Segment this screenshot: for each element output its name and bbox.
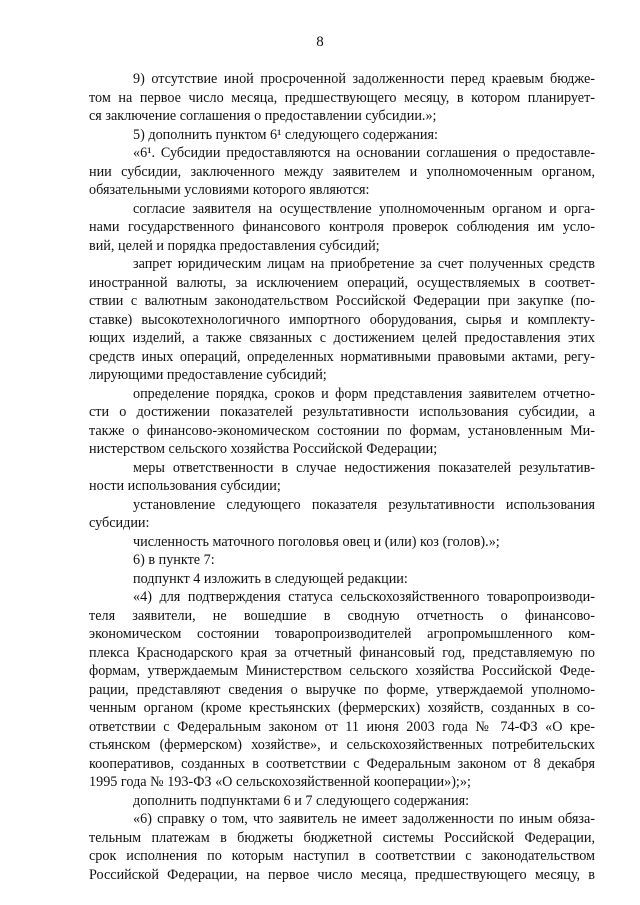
text-line: нистерством сельского хозяйства Российской Федерации; xyxy=(89,441,438,457)
text-line: «6) справку о том, что заявитель не имеет задолженности по иным обяза- xyxy=(133,811,595,827)
text-line: срок исполнения по которым наступил в соответствии с законодательством xyxy=(89,848,595,864)
text-line: согласие заявителя на осуществление уполномоченным органом и орга- xyxy=(133,200,595,217)
text-line: вий, целей и порядка предоставления субсидий; xyxy=(89,237,380,254)
text-line: лирующими предоставление субсидий; xyxy=(89,367,327,383)
text-line: ответствии с Федеральным законом от 11 июня 2003 года № 74-ФЗ «О кре- xyxy=(89,718,595,735)
page-number: 8 xyxy=(316,34,324,50)
text-line: 1995 года № 193-ФЗ «О сельскохозяйственной кооперации»);»; xyxy=(89,774,471,790)
text-line: меры ответственности в случае недостижения показателей результатив- xyxy=(133,459,595,476)
text-line: установление следующего показателя результативности использования xyxy=(133,496,595,513)
text-line: также о финансово-экономическом состоянии по формам, установленным Ми- xyxy=(89,422,595,439)
text-line: запрет юридическим лицам на приобретение за счет полученных средств xyxy=(133,256,595,272)
text-line: ности использования субсидии; xyxy=(89,478,281,494)
text-line: тельным платежам в бюджеты бюджетной системы Российской Федерации, xyxy=(89,829,595,846)
text-line: дополнить подпунктами 6 и 7 следующего содержания: xyxy=(133,792,470,809)
text-line: теля заявители, не вошедшие в сводную отчетность о финансово- xyxy=(89,607,595,624)
text-line: 6) в пункте 7: xyxy=(133,552,215,568)
text-line: плекса Краснодарского края за отчетный финансовый год, представляемую по xyxy=(89,644,595,661)
text-line: стьянском (фермерском) хозяйстве», и сельскохозяйственных потребительских xyxy=(89,737,595,753)
text-line: численность маточного поголовья овец и (или) коз (голов).»; xyxy=(133,533,500,550)
text-line: рации, представляют сведения о выручке по форме, утверждаемой уполномо- xyxy=(89,681,595,698)
text-line: 9) отсутствие иной просроченной задолженности перед краевым бюдже- xyxy=(133,71,595,87)
text-line: ющих изделий, а также связанных с достижением целей предоставления этих xyxy=(89,330,595,346)
text-line: ся заключение соглашения о предоставлении субсидии.»; xyxy=(89,108,437,124)
text-line: «6¹. Субсидии предоставляются на основании соглашения о предоставле- xyxy=(133,145,595,161)
text-line: средств иных операций, определенных нормативными правовыми актами, регу- xyxy=(89,348,595,365)
text-line: субсидии: xyxy=(89,515,150,531)
text-line: формам, утверждаемым Министерством сельского хозяйства Российской Феде- xyxy=(89,663,595,679)
text-line: ставке) высокотехнологичного импортного оборудования, сырья и комплекту- xyxy=(89,311,595,328)
text-line: нии субсидии, заключенного между заявителем и уполномоченным органом, xyxy=(89,163,595,180)
text-line: экономическом состоянии товаропроизводителей агропромышленного ком- xyxy=(89,626,595,642)
text-line: подпункт 4 изложить в следующей редакции: xyxy=(133,570,408,587)
text-line: обязательными условиями которого являются: xyxy=(89,182,370,198)
text-line: нами государственного финансового контроля проверок соблюдения им усло- xyxy=(89,219,595,235)
text-line: 5) дополнить пунктом 6¹ следующего содержания: xyxy=(133,126,438,143)
text-line: Российской Федерации, на первое число месяца, предшествующего месяцу, в xyxy=(89,866,595,883)
document-body xyxy=(89,70,595,884)
text-line: ченным органом (кроме крестьянских (фермерских) хозяйств, созданных в со- xyxy=(89,700,595,716)
text-line: сти о достижении показателей результативности использования субсидии, а xyxy=(89,404,595,420)
text-line: том на первое число месяца, предшествующего месяцу, в котором планирует- xyxy=(89,89,595,106)
text-line: определение порядка, сроков и форм представления заявителем отчетно- xyxy=(133,385,595,402)
text-line: иностранной валюты, за исключением операций, осуществляемых в соответ- xyxy=(89,274,595,291)
text-line: кооперативов, созданных в соответствии с Федеральным законом от 8 декабря xyxy=(89,755,595,772)
text-line: «4) для подтверждения статуса сельскохозяйственного товаропроизводи- xyxy=(133,589,595,605)
text-line: ствии с валютным законодательством Российской Федерации при закупке (по- xyxy=(89,293,595,309)
